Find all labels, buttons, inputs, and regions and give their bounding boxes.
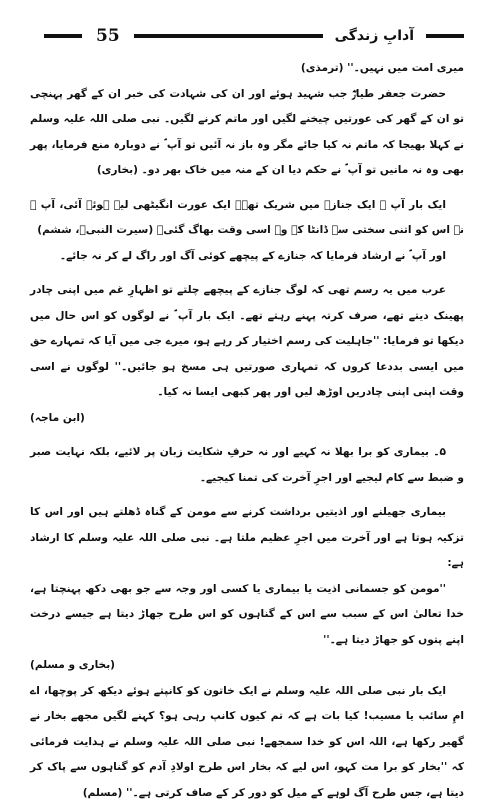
paragraph-fire-music: اور آپ ؐ نے ارشاد فرمایا کہ جنازے کے پیچھے کوئی آگ اور راگ لے کر نہ جائے۔ bbox=[30, 244, 464, 270]
paragraph-fever-story: ایک بار نبی صلی اللہ علیہ وسلم نے ایک خاتون کو کانپتے ہوئے دیکھ کر پوچھا، اے امِ سائب یا مسیب! کیا بات ہے کہ تم کیوں کانپ رہی ہو؟ کہنے لگیں مجھے بخار نے گھیر رکھا ہے، اللہ اس کو خدا سمجھے! نبی صلی اللہ علیہ وسلم نے ہدایت فرمائی کہ ''بخار کو برا مت کہو، اس لیے کہ بخار اس طرح اولادِ آدم کو گناہوں سے پاک کر دیتا ہے، جس طرح آگ لوہے کے میل کو دور کر کے صاف کرتی ہے۔'' (مسلم) bbox=[30, 679, 464, 806]
citation-bukhari-muslim: (بخاری و مسلم) bbox=[30, 653, 464, 679]
header-rule-end bbox=[426, 34, 464, 38]
page-header bbox=[44, 22, 464, 50]
running-title: آدابِ زندگی bbox=[335, 28, 414, 44]
paragraph-illness-heading: ۵۔ بیماری کو برا بھلا نہ کہیے اور نہ حرفِ شکایت زبان پر لائیے، بلکہ نہایت صبر و ضبط سے کام لیجیے اور اجرِ آخرت کی تمنا کیجیے۔ bbox=[30, 440, 464, 491]
paragraph-illness-reward: بیماری جھیلنے اور اذیتیں برداشت کرنے سے مومن کے گناہ ڈھلتے ہیں اور اس کا تزکیہ ہوتا ہے اور آخرت میں اجرِ عظیم ملتا ہے۔ نبی صلی اللہ علیہ وسلم کا ارشاد ہے: bbox=[30, 500, 464, 577]
opening-line: میری امت میں نہیں۔'' (ترمذی) bbox=[30, 56, 464, 82]
page-body bbox=[30, 56, 464, 762]
header-rule-left bbox=[44, 34, 82, 38]
citation-ibn-majah: (ابن ماجہ) bbox=[30, 406, 464, 432]
paragraph-hadith-quote: ''مومن کو جسمانی اذیت یا بیماری یا کسی اور وجہ سے جو بھی دکھ پہنچتا ہے، خدا تعالیٰ اس کے سبب سے اس کے گناہوں کو اس طرح جھاڑ دیتا ہے جیسے درخت اپنے پتوں کو جھاڑ دیتا ہے۔'' bbox=[30, 577, 464, 654]
paragraph-arab-custom: عرب میں یہ رسم تھی کہ لوگ جنازے کے پیچھے چلتے تو اظہارِ غم میں اپنی چادر پھینک دیتے تھے، صرف کرتہ پہنے رہتے تھے۔ ایک بار آپ ؐ نے لوگوں کو اس حال میں دیکھا تو فرمایا: ''جاہلیت کی رسم اختیار کر رہے ہو، میرے جی میں آیا کہ تمہارے حق میں ایسی بددعا کروں کہ تمہاری صورتیں ہی مسخ ہو جائیں۔'' لوگوں نے اسی وقت اپنی اپنی چادریں اوڑھ لیں اور پھر کبھی ایسا نہ کیا۔ bbox=[30, 278, 464, 406]
page-number: 55 bbox=[96, 26, 120, 46]
header-rule-right bbox=[134, 34, 323, 38]
paragraph-jafar: حضرت جعفر طیارؓ جب شہید ہوئے اور ان کی شہادت کی خبر ان کے گھر پہنچی تو ان کے گھر کی عورتیں چیخنے لگیں اور ماتم کرنے لگیں۔ نبی صلی اللہ علیہ وسلم نے کہلا بھیجا کہ ماتم نہ کیا جائے مگر وہ باز نہ آئیں تو آپ ؐ نے دوبارہ منع فرمایا، پھر بھی وہ نہ مانیں تو آپ ؐ نے حکم دیا ان کے منہ میں خاک بھر دو۔ (بخاری) bbox=[30, 82, 464, 184]
paragraph-funeral: ایک بار آپ ؐ ایک جنازہ میں شریک تھے۔ ایک عورت انگیٹھی لیے ہوئے آئی، آپ ؐ نے اس کو اتنی سختی سے ڈانٹا کہ وہ اسی وقت بھاگ گئی۔ (سیرت النبیؐ، ششم) bbox=[30, 193, 464, 244]
